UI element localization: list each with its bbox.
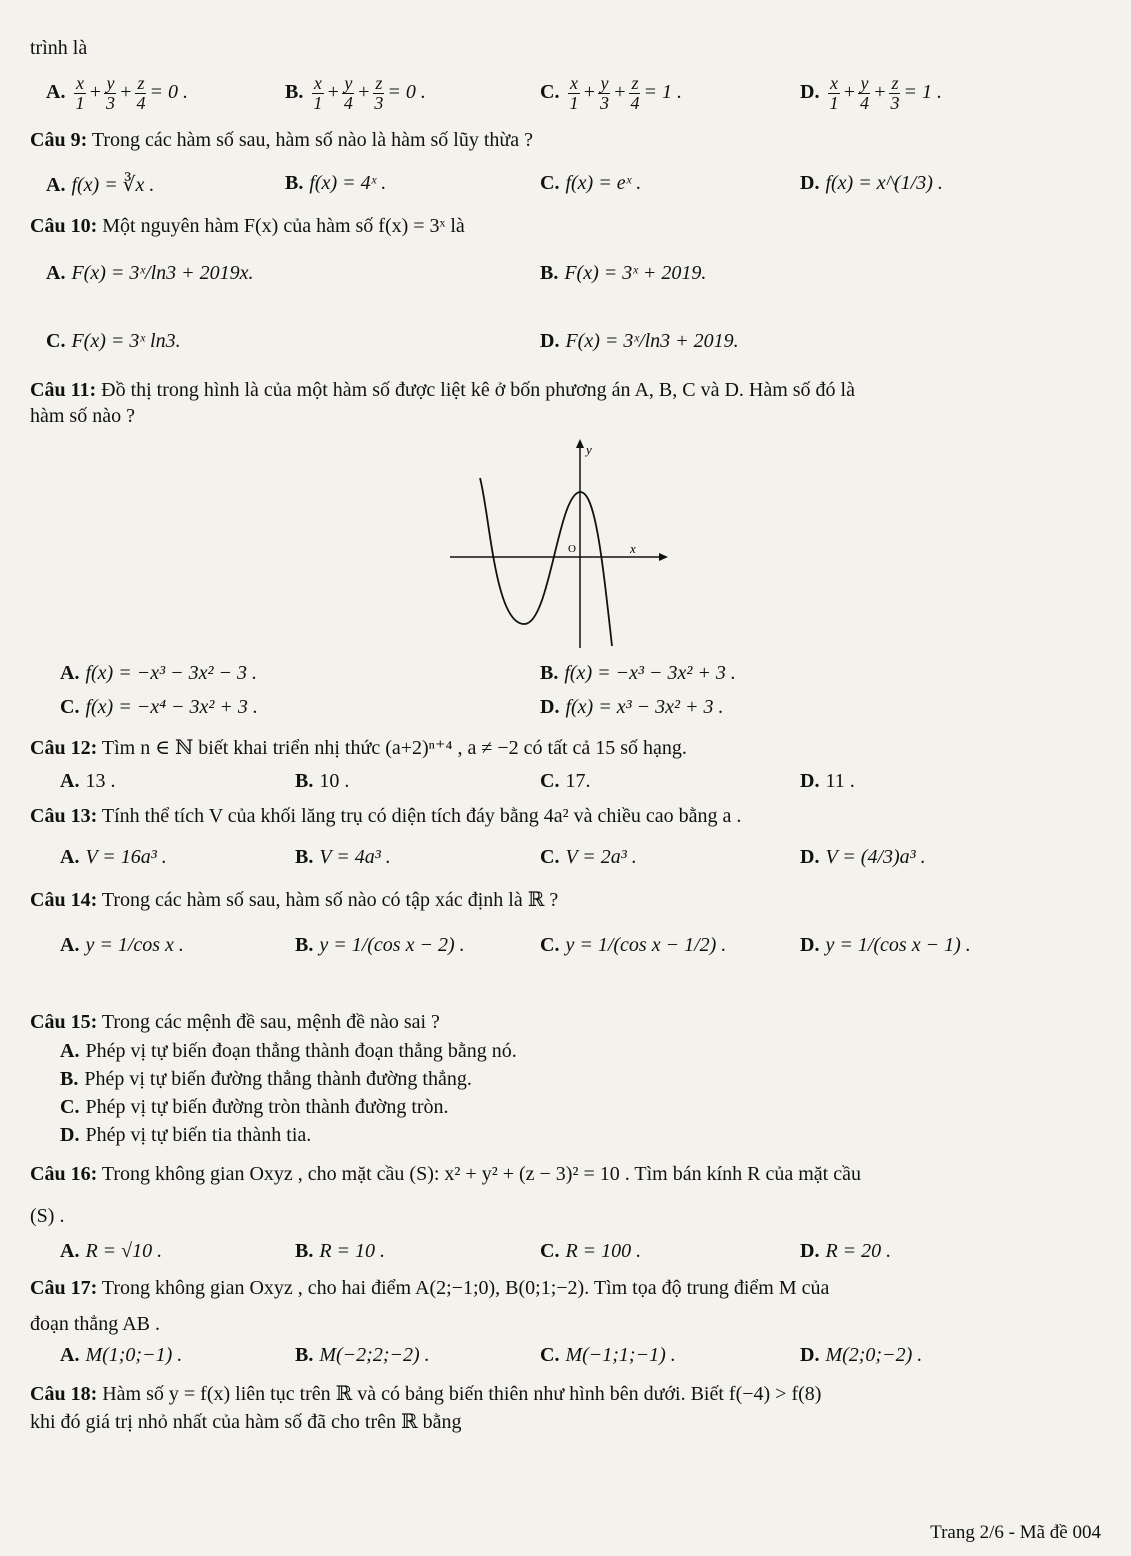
q10-option-b[interactable]: B. F(x) = 3ˣ + 2019. [540,262,707,284]
x-label: x [630,541,636,556]
q11-graph [440,436,670,656]
q17-option-a[interactable]: A. M(1;0;−1) . [60,1344,183,1366]
q15-option-b[interactable]: B. Phép vị tự biến đường thẳng thành đường thẳng. [60,1068,472,1090]
q11-option-a[interactable]: A. f(x) = −x³ − 3x² − 3 . [60,662,257,684]
q10-stem: Câu 10: Một nguyên hàm F(x) của hàm số f(x) = 3ˣ là [30,215,465,237]
q16-stem-line1: Câu 16: Trong không gian Oxyz , cho mặt cầu (S): x² + y² + (z − 3)² = 10 . Tìm bán kính R của mặt cầu [30,1163,861,1185]
q14-option-d[interactable]: D. y = 1/(cos x − 1) . [800,934,971,956]
q12-option-d[interactable]: D. 11 . [800,770,855,792]
q10-option-c[interactable]: C. F(x) = 3ˣ ln3. [46,330,181,352]
q17-option-c[interactable]: C. M(−1;1;−1) . [540,1344,676,1366]
q13-option-d[interactable]: D. V = (4/3)a³ . [800,846,926,868]
q14-stem: Câu 14: Trong các hàm số sau, hàm số nào có tập xác định là ℝ ? [30,889,559,911]
q14-option-c[interactable]: C. y = 1/(cos x − 1/2) . [540,934,727,956]
q11-option-b[interactable]: B. f(x) = −x³ − 3x² + 3 . [540,662,736,684]
q13-option-c[interactable]: C. V = 2a³ . [540,846,637,868]
q14-option-b[interactable]: B. y = 1/(cos x − 2) . [295,934,465,956]
q8-option-d[interactable]: D. $\frac{x}{1}$ + $\frac{y}{4}$ + $\frac{z}{3}$ = 1 . [800,73,942,113]
q9-option-c[interactable]: C. f(x) = eˣ . [540,172,642,194]
y-label: y [586,442,592,457]
q15-option-a[interactable]: A. Phép vị tự biến đoạn thẳng thành đoạn thẳng bằng nó. [60,1040,517,1062]
top-fragment: trình là [30,37,88,59]
q10-option-a[interactable]: A. F(x) = 3ˣ/ln3 + 2019x. [46,262,254,284]
q16-option-c[interactable]: C. R = 100 . [540,1240,642,1262]
origin-label: O [568,543,576,555]
q16-stem-line2: (S) . [30,1205,65,1227]
q12-option-c[interactable]: C. 17. [540,770,591,792]
q16-option-b[interactable]: B. R = 10 . [295,1240,386,1262]
q18-stem-line2: khi đó giá trị nhỏ nhất của hàm số đã cho trên ℝ bằng [30,1411,462,1433]
q16-option-d[interactable]: D. R = 20 . [800,1240,892,1262]
q17-option-d[interactable]: D. M(2;0;−2) . [800,1344,923,1366]
q18-stem-line1: Câu 18: Hàm số y = f(x) liên tục trên ℝ và có bảng biến thiên như hình bên dưới. Biết f(−4) > f(8) [30,1383,822,1405]
q13-option-b[interactable]: B. V = 4a³ . [295,846,391,868]
q9-option-a[interactable]: A. f(x) = ∛x . [46,174,155,196]
q9-stem: Câu 9: Trong các hàm số sau, hàm số nào là hàm số lũy thừa ? [30,129,534,151]
q16-option-a[interactable]: A. R = √10 . [60,1240,163,1262]
q11-option-d[interactable]: D. f(x) = x³ − 3x² + 3 . [540,696,724,718]
cubic-curve [480,478,612,646]
q13-option-a[interactable]: A. V = 16a³ . [60,846,167,868]
q14-option-a[interactable]: A. y = 1/cos x . [60,934,184,956]
q12-stem: Câu 12: Tìm n ∈ ℕ biết khai triển nhị thức (a+2)ⁿ⁺⁴ , a ≠ −2 có tất cả 15 số hạng. [30,737,687,759]
y-axis-arrow [576,439,584,448]
q8-option-b[interactable]: B. $\frac{x}{1}$ + $\frac{y}{4}$ + $\frac{z}{3}$ = 0 . [285,73,426,113]
q8-option-a[interactable]: A. $\frac{x}{1}$ + $\frac{y}{3}$ + $\frac{z}{4}$ = 0 . [46,73,188,113]
q11-option-c[interactable]: C. f(x) = −x⁴ − 3x² + 3 . [60,696,258,718]
q9-option-b[interactable]: B. f(x) = 4ˣ . [285,172,387,194]
q11-stem-line1: Câu 11: Đồ thị trong hình là của một hàm số được liệt kê ở bốn phương án A, B, C và D. Hàm số đó là [30,379,855,401]
q15-option-d[interactable]: D. Phép vị tự biến tia thành tia. [60,1124,312,1146]
q10-option-d[interactable]: D. F(x) = 3ˣ/ln3 + 2019. [540,330,739,352]
q17-stem-line1: Câu 17: Trong không gian Oxyz , cho hai điểm A(2;−1;0), B(0;1;−2). Tìm tọa độ trung điểm M của [30,1277,830,1299]
q17-option-b[interactable]: B. M(−2;2;−2) . [295,1344,430,1366]
page-footer: Trang 2/6 - Mã đề 004 [930,1522,1101,1543]
q15-option-c[interactable]: C. Phép vị tự biến đường tròn thành đường tròn. [60,1096,449,1118]
q11-stem-line2: hàm số nào ? [30,405,135,427]
q8-option-c[interactable]: C. $\frac{x}{1}$ + $\frac{y}{3}$ + $\frac{z}{4}$ = 1 . [540,73,682,113]
q17-stem-line2: đoạn thẳng AB . [30,1313,160,1335]
q12-option-a[interactable]: A. 13 . [60,770,116,792]
q13-stem: Câu 13: Tính thể tích V của khối lăng trụ có diện tích đáy bằng 4a² và chiều cao bằng a . [30,805,742,827]
x-axis-arrow [659,553,668,561]
q9-option-d[interactable]: D. f(x) = x^(1/3) . [800,172,943,194]
q15-stem: Câu 15: Trong các mệnh đề sau, mệnh đề nào sai ? [30,1011,440,1033]
q12-option-b[interactable]: B. 10 . [295,770,350,792]
